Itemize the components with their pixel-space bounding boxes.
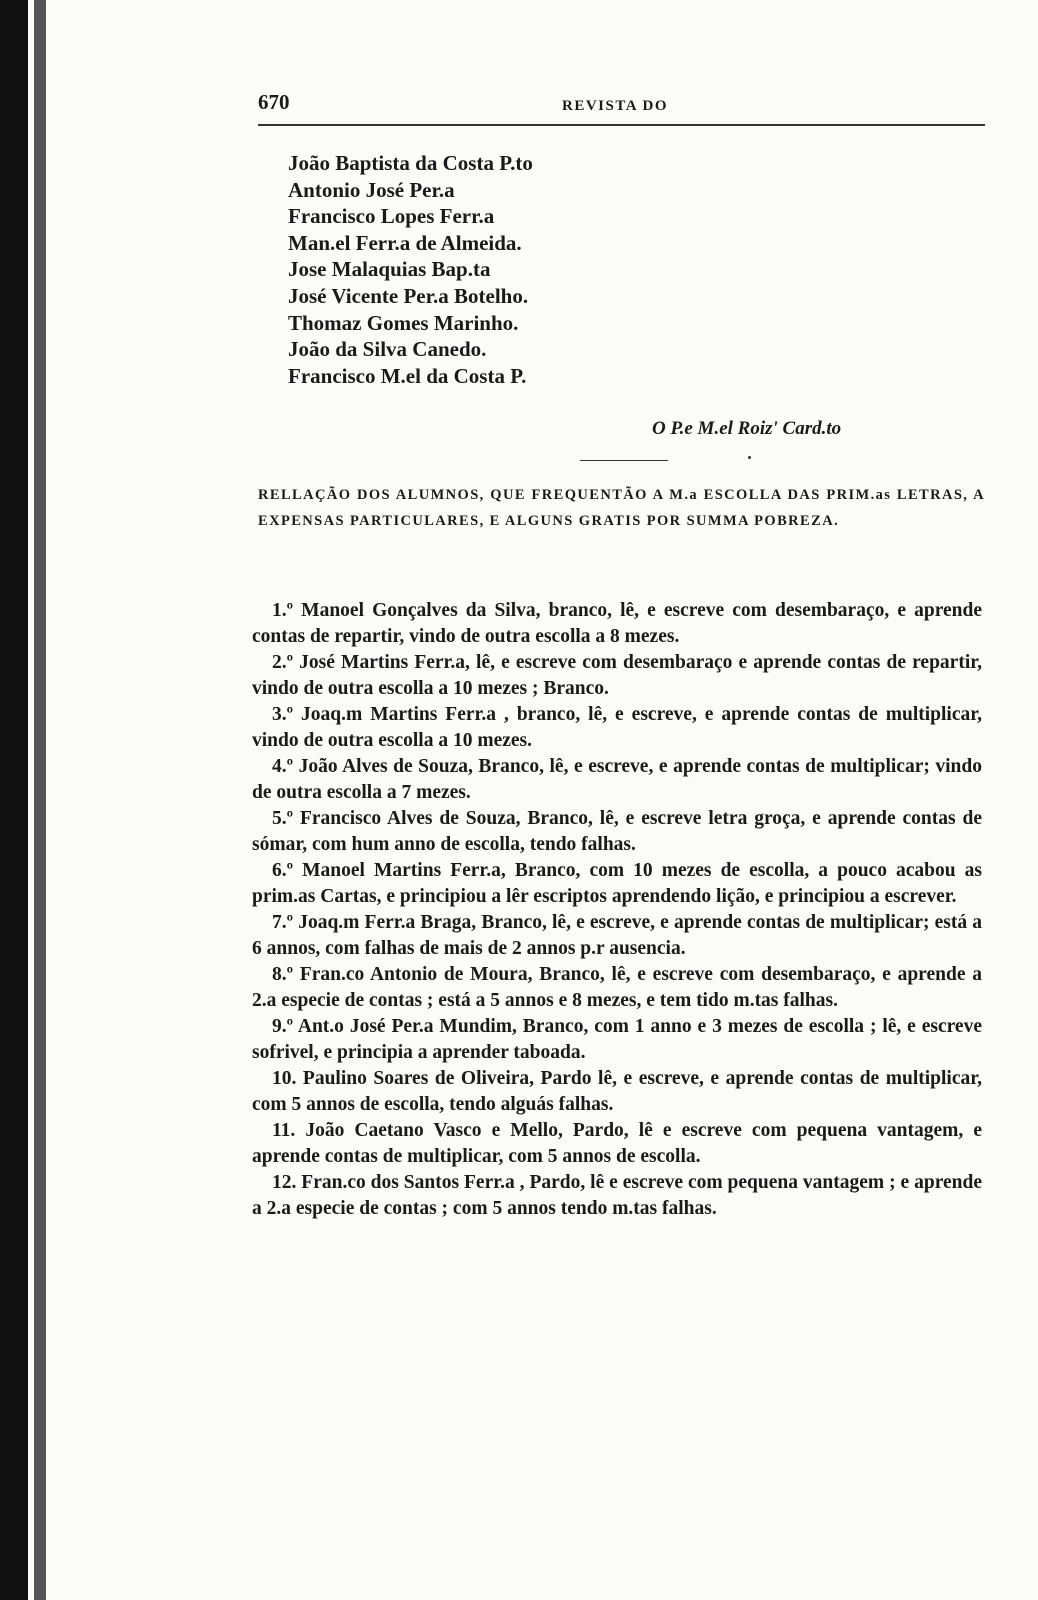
- name-line: Thomaz Gomes Marinho.: [288, 310, 519, 335]
- names-list: [288, 150, 533, 389]
- student-entry: 2.º José Martins Ferr.a, lê, e escreve com desembaraço e aprende contas de repartir, vindo de outra escolla a 10 mezes ; Branco.: [252, 652, 982, 699]
- student-entry: 10. Paulino Soares de Oliveira, Pardo lê, e escreve, e aprende contas de multiplicar, com 5 annos de escolla, tendo alguás falhas.: [252, 1068, 982, 1115]
- running-head: REVISTA DO: [562, 98, 668, 114]
- student-entry: 5.º Francisco Alves de Souza, Branco, lê, e escreve letra groça, e aprende contas de sómar, com hum anno de escolla, tendo falhas.: [252, 808, 982, 855]
- section-heading: RELLAÇÃO DOS ALUMNOS, QUE FREQUENTÃO A M.a ESCOLLA DAS PRIM.as LETRAS, A EXPENSAS PARTICULARES, E ALGUNS GRATIS POR SUMMA POBREZA.: [258, 487, 985, 529]
- page-number: 670: [258, 90, 290, 114]
- name-line: Francisco M.el da Costa P.: [288, 363, 527, 388]
- student-entries: [252, 598, 982, 1222]
- header-rule: [258, 124, 985, 126]
- name-line: João Baptista da Costa P.to: [288, 151, 533, 175]
- name-line: João da Silva Canedo.: [288, 337, 487, 362]
- divider-dot: [748, 456, 751, 459]
- student-entry: 4.º João Alves de Souza, Branco, lê, e escreve, e aprende contas de multiplicar; vindo de outra escolla a 7 mezes.: [252, 756, 982, 803]
- student-entry: 1.º Manoel Gonçalves da Silva, branco, lê, e escreve com desembaraço, e aprende contas de repartir, vindo de outra escolla a 8 mezes.: [252, 600, 982, 647]
- name-line: Antonio José Per.a: [288, 177, 455, 202]
- name-line: José Vicente Per.a Botelho.: [288, 283, 529, 308]
- student-entry: 12. Fran.co dos Santos Ferr.a , Pardo, lê e escreve com pequena vantagem ; e aprende a 2.a especie de contas ; com 5 annos tendo m.tas falhas.: [252, 1172, 982, 1219]
- student-entry: 6.º Manoel Martins Ferr.a, Branco, com 10 mezes de escolla, a pouco acabou as prim.as Cartas, e principiou a lêr escriptos aprendendo lição, e principiou a escrever.: [252, 860, 982, 907]
- student-entry: 7.º Joaq.m Ferr.a Braga, Branco, lê, e escreve, e aprende contas de multiplicar; está a 6 annos, com falhas de mais de 2 annos p.r ausencia.: [252, 912, 982, 959]
- name-line: Francisco Lopes Ferr.a: [288, 204, 495, 229]
- student-entry: 8.º Fran.co Antonio de Moura, Branco, lê, e escreve com desembaraço, e aprende a 2.a especie de contas ; está a 5 annos e 8 mezes, e tem tido m.tas falhas.: [252, 964, 982, 1011]
- name-line: Jose Malaquias Bap.ta: [288, 257, 491, 282]
- student-entry: 9.º Ant.o José Per.a Mundim, Branco, com 1 anno e 3 mezes de escolla ; lê, e escreve sofrivel, e principia a aprender taboada.: [252, 1016, 982, 1063]
- section-divider: [580, 460, 668, 461]
- signature: O P.e M.el Roiz' Card.to: [652, 418, 842, 439]
- student-entry: 3.º Joaq.m Martins Ferr.a , branco, lê, e escreve, e aprende contas de multiplicar, vindo de outra escolla a 10 mezes.: [252, 704, 982, 751]
- student-entry: 11. João Caetano Vasco e Mello, Pardo, lê e escreve com pequena vantagem, e aprende contas de multiplicar, com 5 annos de escolla.: [252, 1120, 982, 1167]
- name-line: Man.el Ferr.a de Almeida.: [288, 230, 522, 255]
